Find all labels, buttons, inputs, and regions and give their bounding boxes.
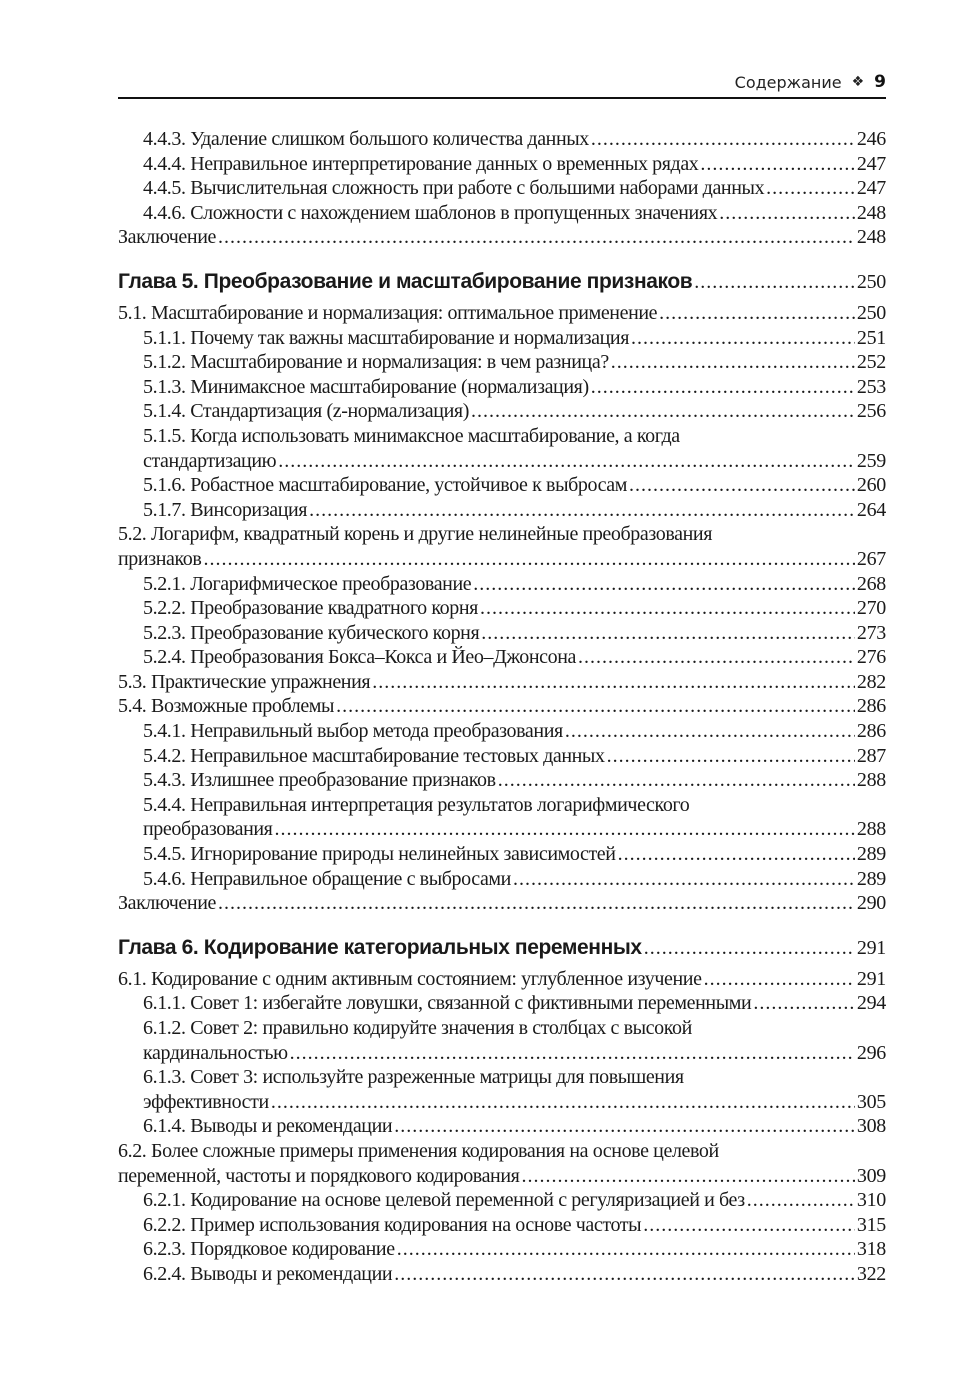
page-ref: 291 (856, 936, 886, 959)
leader-dots (766, 176, 855, 201)
page-ref: 296 (856, 1041, 886, 1064)
leader-dots (644, 933, 855, 963)
toc-entry[interactable] (118, 670, 886, 695)
leader-dots (565, 719, 855, 744)
entry-title: стандартизацию (143, 449, 277, 472)
toc-entry[interactable] (118, 817, 886, 842)
entry-title: 5.1.6. Робастное масштабирование, устойчивое к выбросам (143, 474, 628, 497)
leader-dots (481, 621, 855, 646)
entry-title: переменной, частоты и порядкового кодирования (118, 1164, 520, 1187)
leader-dots (591, 127, 855, 152)
page-ref: 322 (856, 1262, 886, 1285)
page-ref: 288 (856, 818, 886, 841)
leader-dots (274, 817, 854, 842)
leader-dots (618, 842, 855, 867)
leader-dots (753, 991, 855, 1016)
toc-entry[interactable] (118, 326, 886, 351)
page-ref: 305 (856, 1090, 886, 1113)
toc-entry[interactable] (118, 744, 886, 769)
entry-title: 4.4.5. Вычислительная сложность при работе с большими наборами данных (143, 177, 765, 200)
leader-dots (521, 1164, 854, 1189)
toc-entry[interactable] (118, 176, 886, 201)
leader-dots (498, 768, 855, 793)
entry-title: 6.2.1. Кодирование на основе целевой переменной с регуляризацией и без (143, 1189, 745, 1212)
toc-entry[interactable] (118, 375, 886, 400)
entry-title: 5.4.1. Неправильный выбор метода преобразования (143, 720, 563, 743)
entry-title: 6.1.4. Выводы и рекомендации (143, 1115, 393, 1138)
toc-entry[interactable] (118, 1262, 886, 1287)
toc-entry-line1[interactable]: 5.4.4. Неправильная интерпретация результатов логарифмического (143, 793, 690, 816)
leader-dots (218, 225, 855, 250)
toc-block-chapter4-tail (118, 127, 886, 250)
page-ref: 251 (856, 326, 886, 349)
toc-entry[interactable] (118, 301, 886, 326)
toc-entry[interactable] (118, 449, 886, 474)
page-ref: 308 (856, 1115, 886, 1138)
leader-dots (629, 473, 855, 498)
toc-entry[interactable] (118, 842, 886, 867)
toc-entry-line1[interactable]: 6.1.2. Совет 2: правильно кодируйте значения в столбцах с высокой (143, 1017, 692, 1039)
entry-title: 5.1. Масштабирование и нормализация: оптимальное применение (118, 301, 658, 324)
entry-title: кардинальностью (143, 1041, 288, 1064)
entry-title: 4.4.6. Сложности с нахождением шаблонов в пропущенных значениях (143, 201, 718, 224)
entry-title: 5.1.4. Стандартизация (z-нормализация) (143, 400, 469, 423)
entry-title: 6.2.2. Пример использования кодирования на основе частоты (143, 1213, 642, 1236)
toc-block-chapter6 (118, 967, 886, 1287)
page-ref: 247 (856, 177, 886, 200)
toc-block-chapter5 (118, 301, 886, 916)
toc-entry[interactable] (118, 1188, 886, 1213)
toc-entry[interactable] (118, 1213, 886, 1238)
entry-title: 5.4.3. Излишнее преобразование признаков (143, 769, 496, 792)
toc-entry[interactable] (118, 572, 886, 597)
leader-dots (513, 867, 855, 892)
leader-dots (643, 1213, 855, 1238)
toc-entry[interactable] (118, 596, 886, 621)
page-ref: 267 (856, 547, 886, 570)
header-rule (118, 97, 886, 99)
page-ref: 250 (856, 270, 886, 293)
page-ref: 246 (856, 128, 886, 150)
leader-dots (700, 152, 854, 177)
toc-entry[interactable] (118, 768, 886, 793)
leader-dots (336, 694, 855, 719)
toc-entry[interactable] (118, 719, 886, 744)
toc-entry[interactable] (118, 127, 886, 152)
entry-title: 5.2.2. Преобразование квадратного корня (143, 597, 478, 620)
leader-dots (397, 1237, 855, 1262)
entry-title: 5.2.3. Преобразование кубического корня (143, 621, 480, 644)
ornament-icon: ❖ (851, 74, 865, 90)
leader-dots (578, 645, 855, 670)
page-ref: 252 (856, 351, 886, 374)
leader-dots (271, 1090, 855, 1115)
page-ref: 289 (856, 843, 886, 866)
page-ref: 248 (856, 226, 886, 249)
page-ref: 256 (856, 400, 886, 423)
leader-dots (473, 572, 855, 597)
toc-entry[interactable] (118, 694, 886, 719)
entry-title: 5.1.3. Минимаксное масштабирование (нормализация) (143, 375, 589, 398)
leader-dots (394, 1114, 855, 1139)
entry-title: 6.1.1. Совет 1: избегайте ловушки, связанной с фиктивными переменными (143, 992, 752, 1015)
toc-entry[interactable] (118, 547, 886, 572)
page-ref: 259 (856, 449, 886, 472)
leader-dots (631, 326, 855, 351)
leader-dots (471, 399, 855, 424)
page-ref: 318 (856, 1238, 886, 1261)
page-ref: 289 (856, 867, 886, 890)
leader-dots (694, 267, 855, 297)
leader-dots (480, 596, 855, 621)
entry-title: 5.2.1. Логарифмическое преобразование (143, 572, 472, 595)
toc-entry[interactable] (118, 891, 886, 916)
toc-entry[interactable] (118, 1041, 886, 1066)
toc-entry-line1[interactable]: 5.1.5. Когда использовать минимаксное масштабирование, а когда (143, 424, 680, 447)
entry-title: 6.2.3. Порядковое кодирование (143, 1238, 395, 1261)
leader-dots (278, 449, 855, 474)
toc-entry[interactable] (118, 473, 886, 498)
toc-entry[interactable] (118, 1090, 886, 1115)
running-header (118, 72, 886, 96)
toc-entry-line1[interactable]: 5.2. Логарифм, квадратный корень и другие нелинейные преобразования (118, 523, 713, 546)
toc-entry[interactable] (118, 201, 886, 226)
toc-entry[interactable] (118, 399, 886, 424)
toc-entry[interactable] (118, 621, 886, 646)
entry-title: преобразования (143, 818, 273, 841)
entry-title: эффективности (143, 1090, 269, 1113)
entry-title: 5.1.2. Масштабирование и нормализация: в чем разница? (143, 351, 609, 374)
page-ref: 270 (856, 597, 886, 620)
toc-entry[interactable] (118, 991, 886, 1016)
page-ref: 291 (856, 967, 886, 990)
toc-entry-line1[interactable]: 6.1.3. Совет 3: используйте разреженные матрицы для повышения (143, 1066, 684, 1089)
chapter-heading-6[interactable] (118, 933, 886, 963)
page-ref: 250 (856, 301, 886, 324)
page-ref: 286 (856, 720, 886, 743)
leader-dots (372, 670, 855, 695)
page-ref: 247 (856, 152, 886, 175)
page-ref: 273 (856, 621, 886, 644)
page-ref: 286 (856, 695, 886, 718)
entry-title: 5.4.2. Неправильное масштабирование тестовых данных (143, 744, 605, 767)
leader-dots (203, 547, 854, 572)
entry-title: 5.1.1. Почему так важны масштабирование и нормализация (143, 326, 630, 349)
page-ref: 268 (856, 572, 886, 595)
entry-title: 5.4.6. Неправильное обращение с выбросами (143, 867, 511, 890)
leader-dots (607, 744, 855, 769)
toc-entry[interactable] (118, 498, 886, 523)
chapter-title: Глава 5. Преобразование и масштабирование признаков (118, 269, 693, 293)
leader-dots (218, 891, 855, 916)
entry-title: 5.1.7. Винсоризация (143, 498, 308, 521)
chapter-heading-5[interactable] (118, 267, 886, 297)
leader-dots (659, 301, 855, 326)
chapter-title: Глава 6. Кодирование категориальных переменных (118, 935, 642, 959)
leader-dots (394, 1262, 855, 1287)
page-ref: 260 (856, 474, 886, 497)
entry-title: 4.4.3. Удаление слишком большого количества данных (143, 128, 589, 150)
page-ref: 282 (856, 670, 886, 693)
page-number: 9 (874, 72, 886, 92)
entry-title: 5.2.4. Преобразования Бокса–Кокса и Йео–Джонсона (143, 646, 577, 669)
page-ref: 309 (856, 1164, 886, 1187)
page-ref: 290 (856, 892, 886, 915)
toc-entry[interactable] (118, 967, 886, 992)
toc-entry-line1[interactable]: 6.2. Более сложные примеры применения кодирования на основе целевой (118, 1139, 719, 1162)
page-ref: 264 (856, 498, 886, 521)
table-of-contents (118, 127, 886, 1287)
toc-entry[interactable] (118, 645, 886, 670)
page-ref: 253 (856, 375, 886, 398)
page-ref: 315 (856, 1213, 886, 1236)
leader-dots (290, 1041, 855, 1066)
toc-entry[interactable] (118, 350, 886, 375)
page-ref: 310 (856, 1189, 886, 1212)
toc-entry[interactable] (118, 1114, 886, 1139)
page-ref: 248 (856, 201, 886, 224)
toc-entry[interactable] (118, 152, 886, 177)
entry-title: Заключение (118, 892, 216, 915)
page-ref: 294 (856, 992, 886, 1015)
entry-title: 5.3. Практические упражнения (118, 670, 371, 693)
entry-title: 6.1. Кодирование с одним активным состоянием: углубленное изучение (118, 967, 702, 990)
entry-title: признаков (118, 547, 202, 570)
entry-title: Заключение (118, 226, 216, 249)
page-ref: 288 (856, 769, 886, 792)
entry-title: 5.4. Возможные проблемы (118, 695, 335, 718)
leader-dots (309, 498, 855, 523)
entry-title: 5.4.5. Игнорирование природы нелинейных зависимостей (143, 843, 616, 866)
toc-entry[interactable] (118, 1164, 886, 1189)
leader-dots (704, 967, 855, 992)
leader-dots (747, 1188, 855, 1213)
leader-dots (611, 350, 855, 375)
leader-dots (719, 201, 855, 226)
entry-title: 4.4.4. Неправильное интерпретирование данных о временных рядах (143, 152, 699, 175)
section-title: Содержание (734, 72, 842, 92)
entry-title: 6.2.4. Выводы и рекомендации (143, 1262, 393, 1285)
toc-entry[interactable] (118, 867, 886, 892)
toc-entry[interactable] (118, 225, 886, 250)
page-ref: 287 (856, 744, 886, 767)
leader-dots (591, 375, 855, 400)
toc-entry[interactable] (118, 1237, 886, 1262)
page-ref: 276 (856, 646, 886, 669)
